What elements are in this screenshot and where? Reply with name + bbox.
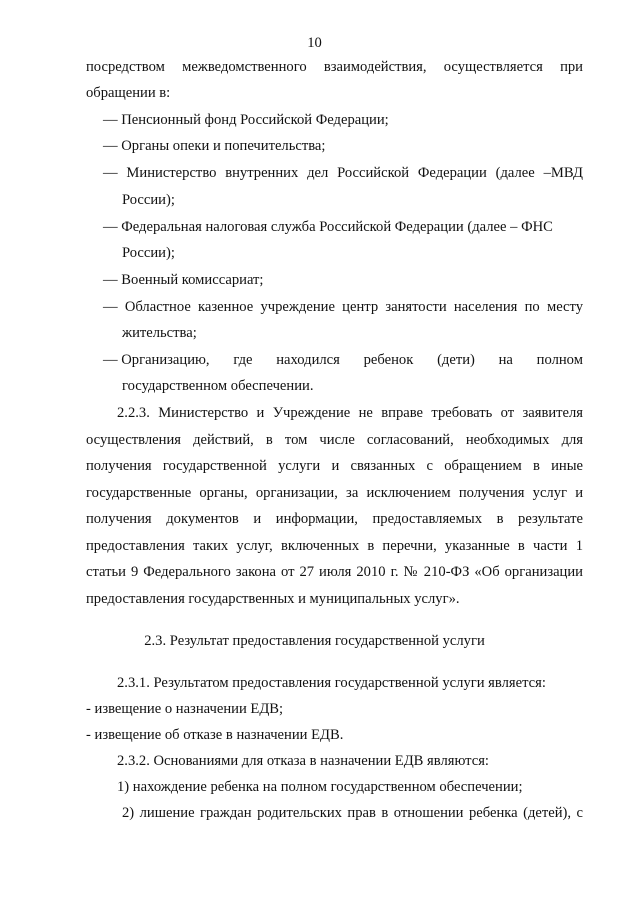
intro-line-1: [86, 58, 583, 76]
paragraph-line: 2.3.1. Результатом предоставления государственной услуги является:: [117, 675, 546, 691]
paragraph-line: государственные органы, организации, за исключением получения услуг и: [86, 485, 583, 501]
paragraph-line: получения документов и информации, предоставляемых в результате: [86, 511, 583, 527]
agency-item-cont: России);: [122, 245, 175, 261]
intro-word: межведомственного: [182, 59, 307, 75]
agency-item: — Министерство внутренних дел Российской Федерации (далее –МВД: [103, 165, 583, 181]
intro-word: при: [560, 59, 583, 75]
result-item: - извещение о назначении ЕДВ;: [86, 701, 284, 717]
paragraph-line: предоставления государственных и муниципальных услуг».: [86, 591, 460, 607]
paragraph-line: статьи 9 Федерального закона от 27 июля 2010 г. № 210-ФЗ «Об организации: [86, 564, 583, 580]
agency-word: находился: [276, 352, 340, 368]
agency-word: полном: [536, 352, 583, 368]
agency-item: — Органы опеки и попечительства;: [103, 138, 326, 154]
intro-line-2: обращении в:: [86, 85, 171, 101]
section-heading: 2.3. Результат предоставления государственной услуги: [144, 633, 485, 649]
paragraph-line: 2.2.3. Министерство и Учреждение не вправе требовать от заявителя: [117, 405, 583, 421]
agency-item-cont: государственном обеспечении.: [122, 378, 314, 394]
agency-item: — Пенсионный фонд Российской Федерации;: [103, 112, 389, 128]
agency-word: на: [498, 352, 513, 368]
paragraph-line: получения государственной услуги и связанных с обращением в иные: [86, 458, 583, 474]
intro-word: посредством: [86, 59, 165, 75]
agency-item: — Областное казенное учреждение центр занятости населения по месту: [103, 299, 583, 315]
agency-item-cont: жительства;: [122, 325, 197, 341]
result-item: - извещение об отказе в назначении ЕДВ.: [86, 727, 344, 743]
paragraph-line: 2.3.2. Основаниями для отказа в назначении ЕДВ являются:: [117, 753, 489, 769]
agency-item: — Федеральная налоговая служба Российской Федерации (далее – ФНС: [103, 219, 553, 235]
intro-word: взаимодействия,: [323, 59, 427, 75]
agency-word: (дети): [437, 352, 475, 368]
ground-item: 1) нахождение ребенка на полном государственном обеспечении;: [117, 779, 523, 795]
agency-item-cont: России);: [122, 192, 175, 208]
agency-item: [103, 351, 583, 369]
paragraph-line: осуществления действий, в том числе согласований, необходимых для: [86, 432, 583, 448]
agency-word: где: [233, 352, 253, 368]
agency-word: ребенок: [363, 352, 414, 368]
agency-word: — Организацию,: [103, 352, 210, 368]
agency-item: — Военный комиссариат;: [103, 272, 264, 288]
page-number: 10: [307, 35, 322, 51]
intro-word: осуществляется: [443, 59, 543, 75]
paragraph-line: предоставления таких услуг, включенных в перечни, указанные в части 1: [86, 538, 583, 554]
ground-item: 2) лишение граждан родительских прав в отношении ребенка (детей), с: [122, 805, 583, 821]
